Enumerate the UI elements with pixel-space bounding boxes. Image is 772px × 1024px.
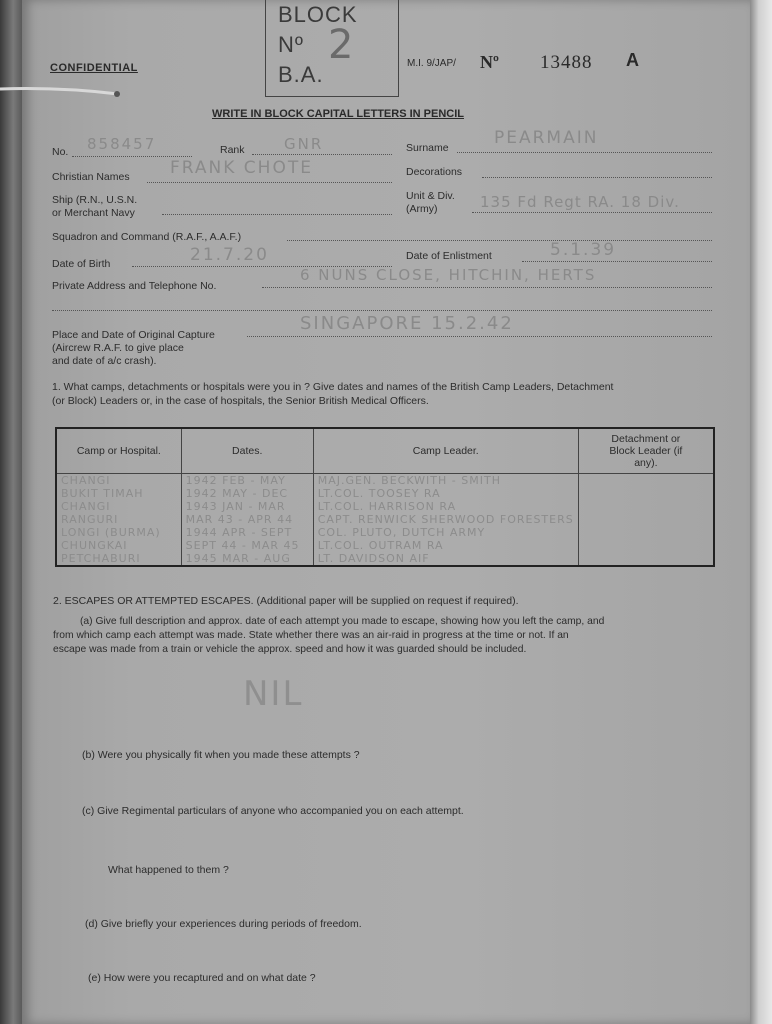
section1-line2: (or Block) Leaders or, in the case of hospitals, the Senior British Medical Officers. — [52, 395, 429, 407]
block-stamp-box — [265, 0, 399, 97]
escape-answer: NIL — [243, 674, 304, 714]
ship-label-2: or Merchant Navy — [52, 207, 135, 219]
form-instruction: WRITE IN BLOCK CAPITAL LETTERS IN PENCIL — [212, 108, 464, 120]
capture-label-2: (Aircrew R.A.F. to give place — [52, 342, 184, 354]
cell-dates: 1945 MAR - AUG — [181, 552, 313, 566]
cell-detachment — [578, 500, 714, 513]
table-row — [56, 539, 714, 552]
table-row — [56, 487, 714, 500]
cell-dates: MAR 43 - APR 44 — [181, 513, 313, 526]
cell-detachment — [578, 513, 714, 526]
cell-leader: LT.COL. OUTRAM RA — [313, 539, 578, 552]
no-label: No. — [52, 146, 69, 158]
table-row — [56, 526, 714, 539]
cell-leader: LT.COL. HARRISON RA — [313, 500, 578, 513]
binder-string — [0, 85, 125, 99]
cell-camp: BUKIT TIMAH — [56, 487, 181, 500]
confidential-label: CONFIDENTIAL — [50, 62, 138, 74]
unit-label-1: Unit & Div. — [406, 190, 455, 202]
dob-value: 21.7.20 — [190, 245, 269, 265]
table-row — [56, 500, 714, 513]
surname-value: PEARMAIN — [494, 128, 599, 148]
squadron-label: Squadron and Command (R.A.F., A.A.F.) — [52, 231, 242, 243]
cell-dates: 1943 JAN - MAR — [181, 500, 313, 513]
question-d: (d) Give briefly your experiences during periods of freedom. — [85, 918, 362, 930]
cell-camp: CHANGI — [56, 474, 181, 488]
cell-detachment — [578, 539, 714, 552]
serial-number: 13488 — [540, 52, 593, 73]
cell-detachment — [578, 552, 714, 566]
table-row — [56, 552, 714, 566]
col-header-dates: Dates. — [181, 428, 313, 474]
col-header-camp: Camp or Hospital. — [56, 428, 181, 474]
mi-reference: M.I. 9/JAP/ — [407, 58, 456, 69]
no-value: 858457 — [87, 135, 157, 153]
table-row — [56, 513, 714, 526]
col-header-leader: Camp Leader. — [313, 428, 578, 474]
cell-dates: 1944 APR - SEPT — [181, 526, 313, 539]
cell-leader: LT.COL. TOOSEY RA — [313, 487, 578, 500]
section2-title: 2. ESCAPES OR ATTEMPTED ESCAPES. (Additional paper will be supplied on request if required). — [53, 595, 519, 607]
decorations-label: Decorations — [406, 166, 463, 178]
dob-label: Date of Birth — [52, 258, 111, 270]
section2-a-line3: escape was made from a train or vehicle the approx. speed and how it was guarded should be included. — [53, 644, 527, 655]
cell-detachment — [578, 487, 714, 500]
serial-suffix: A — [626, 50, 639, 70]
capture-label-1: Place and Date of Original Capture — [52, 329, 215, 341]
rank-value: GNR — [284, 135, 324, 153]
capture-value: SINGAPORE 15.2.42 — [300, 313, 514, 334]
block-stamp-line2: Nº — [278, 32, 304, 57]
christian-names-value: FRANK CHOTE — [170, 158, 313, 178]
block-number: 2 — [328, 22, 356, 68]
unit-value: 135 Fd Regt RA. 18 Div. — [480, 193, 680, 211]
cell-dates: 1942 FEB - MAY — [181, 474, 313, 488]
question-c: (c) Give Regimental particulars of anyone who accompanied you on each attempt. — [82, 805, 464, 817]
christian-names-label: Christian Names — [52, 171, 130, 183]
cell-camp: PETCHABURI — [56, 552, 181, 566]
question-e: (e) How were you recaptured and on what date ? — [88, 972, 316, 984]
cell-leader: LT. DAVIDSON AIF — [313, 552, 578, 566]
binder-edge-left — [0, 0, 22, 1024]
surname-label: Surname — [406, 142, 449, 154]
cell-dates: 1942 MAY - DEC — [181, 487, 313, 500]
address-label: Private Address and Telephone No. — [52, 280, 217, 292]
cell-camp: LONGI (BURMA) — [56, 526, 181, 539]
address-value: 6 NUNS CLOSE, HITCHIN, HERTS — [300, 266, 597, 284]
question-b: (b) Were you physically fit when you made these attempts ? — [82, 749, 360, 761]
section2-a-line2: from which camp each attempt was made. State whether there was an air-raid in progress at the time or not. If an — [53, 630, 569, 641]
cell-camp: CHUNGKAI — [56, 539, 181, 552]
enlistment-value: 5.1.39 — [550, 240, 617, 260]
question-c-followup: What happened to them ? — [108, 864, 229, 876]
capture-label-3: and date of a/c crash). — [52, 355, 157, 367]
cell-camp: CHANGI — [56, 500, 181, 513]
col-header-detachment: Detachment or Block Leader (if any). — [578, 428, 714, 474]
section1-line1: 1. What camps, detachments or hospitals were you in ? Give dates and names of the British Camp Leaders, Detachment — [52, 381, 614, 393]
block-stamp-line3: B.A. — [278, 62, 324, 87]
ship-label-1: Ship (R.N., U.S.N. — [52, 194, 138, 206]
number-label: Nº — [480, 52, 499, 72]
enlistment-label: Date of Enlistment — [406, 250, 492, 262]
cell-detachment — [578, 526, 714, 539]
cell-leader: MAJ.GEN. BECKWITH - SMITH — [313, 474, 578, 488]
rank-label: Rank — [220, 144, 245, 156]
binder-edge-right — [750, 0, 772, 1024]
cell-leader: COL. PLUTO, DUTCH ARMY — [313, 526, 578, 539]
block-stamp-line1: BLOCK — [278, 2, 358, 27]
cell-camp: RANGURI — [56, 513, 181, 526]
cell-leader: CAPT. RENWICK SHERWOOD FORESTERS — [313, 513, 578, 526]
unit-label-2: (Army) — [406, 203, 438, 215]
table-row — [56, 474, 714, 488]
cell-detachment — [578, 474, 714, 488]
camps-table — [55, 427, 715, 567]
section2-a-line1: (a) Give full description and approx. date of each attempt you made to escape, showing how you left the camp, and — [80, 616, 605, 627]
cell-dates: SEPT 44 - MAR 45 — [181, 539, 313, 552]
